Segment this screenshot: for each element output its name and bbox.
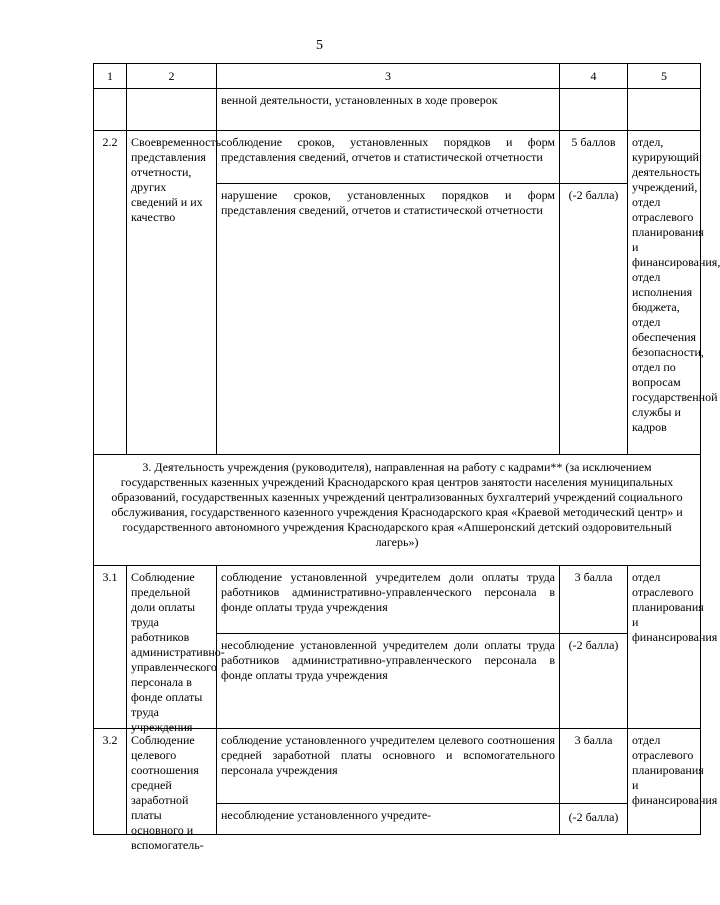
indicator-compliance: соблюдение сроков, установленных порядков и форм представления сведений, отчетов и статистической отчетности [221,135,555,164]
header-col-5: 5 [627,63,701,88]
row-number: 3.1 [93,565,126,728]
points-violation: (-2 балла) [560,183,627,454]
cont-points-cell [559,88,627,130]
cont-num-cell [93,88,126,130]
points-cell [559,130,627,454]
header-col-4: 4 [559,63,627,88]
page-number: 5 [316,38,323,53]
table-bottom-border [93,834,701,835]
indicator-compliance: соблюдение установленного учредителем целевого соотношения средней заработной платы основного и вспомогательного персонала учреждения [221,733,555,777]
criterion-cell: Своевременность представления отчетности, других сведений и их качество [126,130,216,454]
cont-indicator-cell: венной деятельности, установленных в ходе проверок [216,88,559,130]
cont-criterion-cell [126,88,216,130]
criterion-cell: Соблюдение целевого соотношения средней заработной платы основного и вспомогатель- [126,728,216,834]
indicator-compliance: соблюдение установленной учредителем доли оплаты труда работников административно-управленческого персонала в фонде оплаты труда учреждения [221,570,555,614]
section-3-heading: 3. Деятельность учреждения (руководителя), направленная на работу с кадрами** (за исключением государственных казенных учреждений Краснодарского края центров занятости населения муниципальных образований, государственных казенных учреждений централизованных бухгалтерий учреждений социального обслуживания, государственного казенного учреждения Краснодарского края «Краевой методический центр» и государственного автономного учреждения Краснодарского края «Апшеронский детский оздоровительный лагерь») [93,454,701,565]
indicator-cell [216,130,559,454]
row-number: 2.2 [93,130,126,454]
responsible-cell: отдел отраслевого планирования и финансирования [627,565,701,728]
criterion-cell: Соблюдение предельной доли оплаты труда работников административно-управленческого персонала в фонде оплаты труда учреждения [126,565,216,728]
responsible-cell: отдел отраслевого планирования и финансирования [627,728,701,834]
indicator-violation: несоблюдение установленного учредите- [217,803,559,834]
header-col-2: 2 [126,63,216,88]
indicator-violation: нарушение сроков, установленных порядков и форм представления сведений, отчетов и статистической отчетности [217,183,559,454]
points-compliance: 3 балла [574,733,613,747]
points-violation: (-2 балла) [560,803,627,834]
table-header-row [93,63,667,88]
section-3-row [93,454,683,565]
points-cell [559,728,627,834]
indicator-violation: несоблюдение установленной учредителем доли оплаты труда работников административно-управленческого персонала в фонде оплаты труда учреждения [217,633,559,728]
points-cell [559,565,627,728]
points-compliance: 5 баллов [571,135,616,149]
table-row-2-2 [93,130,720,454]
table-row-3-2 [93,728,718,852]
header-col-3: 3 [216,63,559,88]
indicator-cell [216,728,559,834]
points-violation: (-2 балла) [560,633,627,728]
row-number: 3.2 [93,728,126,834]
table-row-3-1 [93,565,718,734]
criteria-table [93,63,720,852]
points-compliance: 3 балла [574,570,613,584]
table-row-continuation [93,88,610,130]
responsible-cell: отдел, курирующий деятельность учреждений, отдел отраслевого планирования и финансирования, отдел исполнения бюджета, отдел обеспечения безопасности, отдел по вопросам государственной службы и кадров [627,130,701,454]
indicator-cell [216,565,559,728]
header-col-1: 1 [93,63,126,88]
cont-responsible-cell [627,88,701,130]
